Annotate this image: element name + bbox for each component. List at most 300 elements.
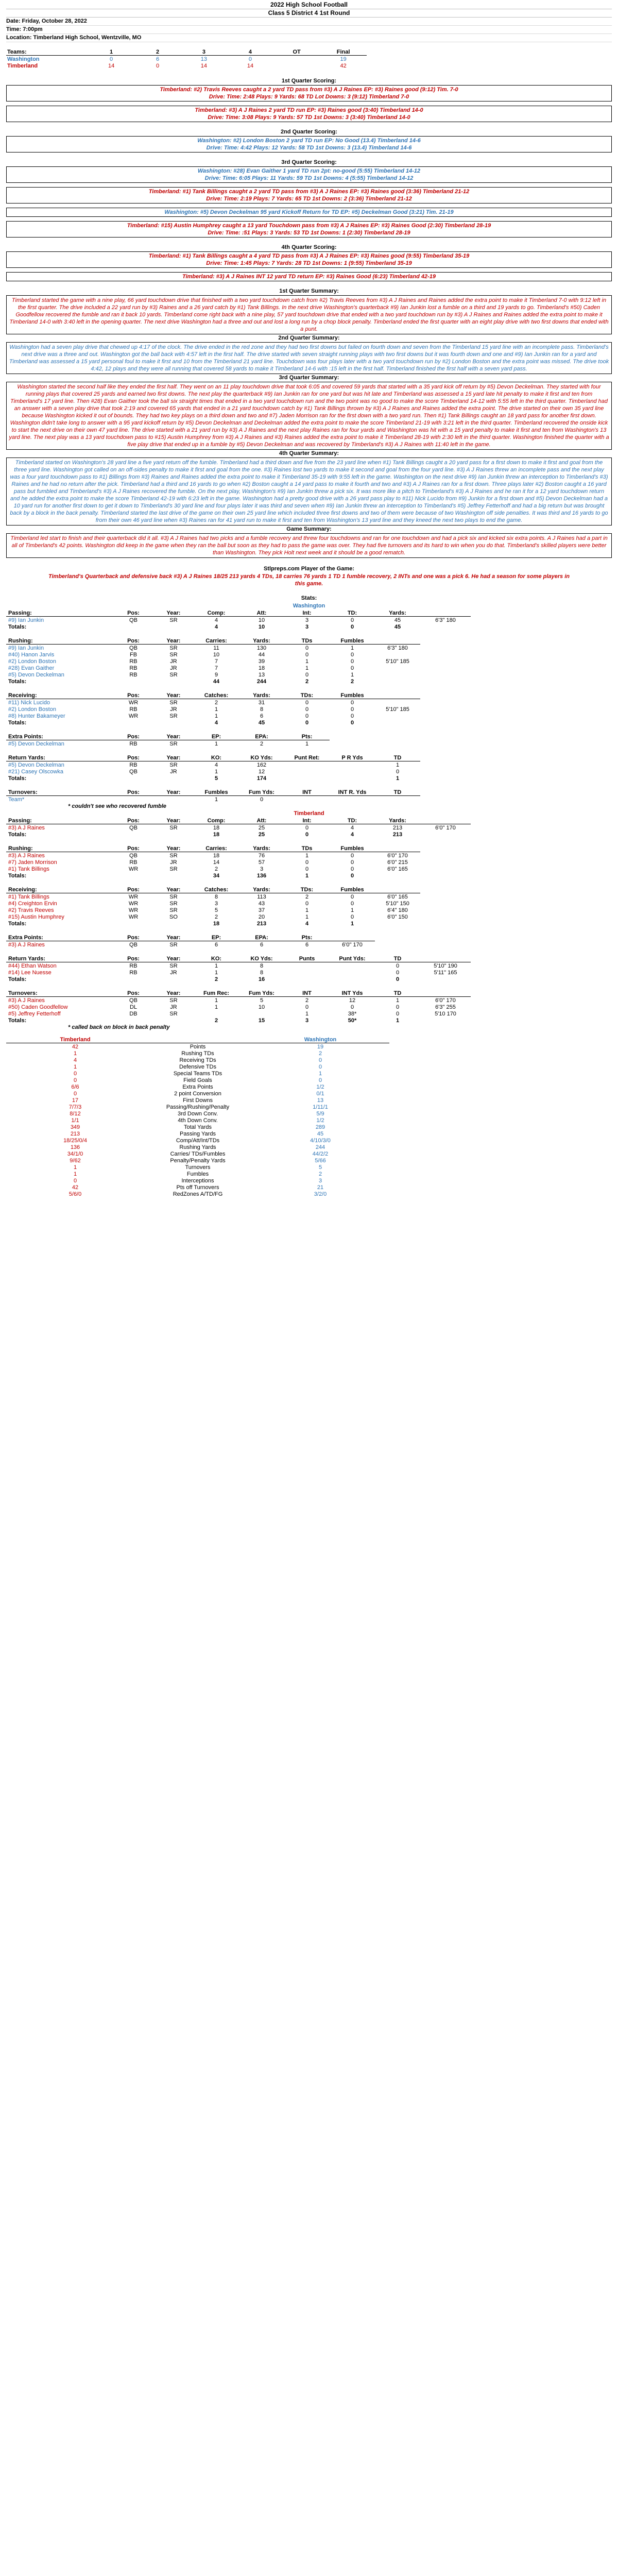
comparison-stat-value: 5/9	[316, 1110, 324, 1117]
scoring-play	[6, 106, 612, 122]
stat-cell: 244	[256, 678, 267, 685]
stat-cell: 1	[305, 872, 309, 879]
stat-cell: 76	[258, 852, 265, 859]
stat-cell: 1	[305, 658, 309, 665]
stat-row	[6, 893, 420, 901]
stat-cell: Pos:	[113, 934, 153, 941]
stat-cell: FB	[129, 651, 138, 658]
stat-cell: 0	[350, 872, 354, 879]
stat-cell: Pos:	[113, 990, 153, 997]
stat-cell: 0	[305, 671, 309, 678]
stat-cell: 57	[258, 859, 265, 866]
comparison-stat-label: Pts off Turnovers	[176, 1184, 219, 1191]
stat-cell: 2	[214, 976, 218, 982]
comparison-stat-value: 0	[73, 1177, 77, 1184]
game-summary-title: Game Summary:	[286, 526, 332, 532]
stat-cell	[113, 719, 153, 726]
comparison-row	[6, 1090, 389, 1097]
stat-cell: 6	[260, 941, 264, 948]
stat-cell: WR	[128, 866, 139, 872]
comparison-row	[6, 1050, 389, 1057]
comparison-stat-value: 1/2	[316, 1117, 324, 1124]
stat-cell	[375, 651, 420, 658]
stat-cell: Fumbles	[194, 789, 239, 796]
stat-cell: 0	[305, 831, 309, 838]
stat-cell: SR	[169, 893, 178, 900]
comparison-row	[6, 1171, 389, 1177]
stat-cell: 5'10" 185	[386, 658, 409, 665]
report-title: 2022 High School Football	[6, 1, 612, 9]
stat-cell: 0	[350, 1004, 354, 1010]
comparison-stat-value: 3/2/0	[314, 1191, 327, 1197]
stat-cell: 6'0" 165	[387, 893, 408, 900]
stat-cell: #3) A J Raines	[8, 997, 45, 1004]
stat-cell: 2	[260, 740, 264, 747]
stat-cell: Pos:	[113, 789, 153, 796]
stat-cell: Fum Yds:	[239, 789, 284, 796]
stat-cell: Yards:	[239, 692, 284, 699]
stat-cell: #40) Hanon Jarvis	[8, 651, 55, 658]
stat-cell: 136	[256, 872, 267, 879]
stat-row	[6, 824, 471, 832]
comparison-stat-label: Defensive TDs	[179, 1063, 216, 1070]
stat-cell: 0	[350, 623, 354, 630]
stat-cell: Att:	[239, 817, 284, 824]
stat-cell: 3	[305, 623, 309, 630]
comparison-stat-value: 0	[73, 1077, 77, 1083]
stat-cell	[284, 969, 330, 976]
stat-cell: 5'10" 150	[386, 900, 409, 907]
comparison-stat-value: 34/1/0	[67, 1150, 83, 1157]
comparison-row	[6, 1144, 389, 1150]
q3-summary-title: 3rd Quarter Summary:	[279, 375, 339, 381]
stat-cell: 43	[258, 900, 265, 907]
comparison-stat-label: Interceptions	[181, 1177, 214, 1184]
comparison-row	[6, 1164, 389, 1171]
stat-cell: 1	[396, 761, 400, 768]
stat-cell: Year:	[153, 845, 194, 852]
stat-cell: 44	[213, 678, 220, 685]
stat-cell: 1	[350, 645, 354, 651]
stat-cell: SO	[169, 913, 178, 920]
stat-cell: Carries:	[194, 845, 239, 852]
stat-cell: EPA:	[239, 733, 284, 740]
stat-cell: Team*	[8, 796, 25, 803]
washington-receiving-table	[6, 692, 420, 726]
stat-row	[6, 852, 420, 859]
stat-cell: WR	[128, 913, 139, 920]
stat-cell: Year:	[153, 609, 194, 617]
comparison-stat-value: 136	[70, 1144, 80, 1150]
comparison-stat-value: 42	[72, 1184, 79, 1191]
stat-cell: Totals:	[8, 831, 27, 838]
stat-cell: Year:	[153, 733, 194, 740]
stat-cell: TD	[375, 754, 420, 761]
stat-cell	[113, 920, 153, 927]
stat-cell: 0	[305, 651, 309, 658]
comparison-stat-label: Receiving TDs	[179, 1057, 216, 1063]
comparison-stat-label: Penalty/Penalty Yards	[170, 1157, 226, 1164]
stat-row	[6, 699, 420, 706]
stat-cell: Pos:	[113, 637, 153, 645]
stat-cell: 0	[350, 859, 354, 866]
stat-cell: 6	[214, 941, 218, 948]
comparison-row	[6, 1097, 389, 1104]
stat-cell: 1	[305, 913, 309, 920]
stat-cell: 31	[258, 699, 265, 706]
stat-cell: Pos:	[113, 845, 153, 852]
stat-cell: 1	[214, 768, 218, 775]
score-header-cell: 4	[248, 48, 252, 55]
stat-cell: TD:	[330, 817, 375, 824]
stat-cell: 1	[305, 740, 309, 747]
stat-cell: RB	[129, 706, 138, 713]
stat-total-row	[6, 678, 420, 685]
stat-cell	[330, 796, 375, 803]
stat-cell: 2	[350, 678, 354, 685]
timberland-rushing-table	[6, 845, 420, 879]
stat-cell: 34	[213, 872, 220, 879]
stat-cell	[375, 678, 420, 685]
stat-cell: 1	[305, 852, 309, 859]
stat-cell: 45	[394, 617, 401, 623]
stat-cell: 8	[260, 969, 264, 976]
score-header-cell: 3	[202, 48, 205, 55]
stat-cell: 0	[305, 713, 309, 719]
stat-cell: 39	[258, 658, 265, 665]
stat-cell: 10	[258, 623, 265, 630]
timberland-receiving-table	[6, 886, 420, 927]
comparison-stat-value: 4	[73, 1057, 77, 1063]
stat-cell: KO:	[194, 955, 239, 962]
stat-row	[6, 969, 471, 976]
stat-cell: Passing:	[6, 817, 113, 824]
stat-cell: QB	[129, 645, 138, 651]
stat-cell: 0	[350, 706, 354, 713]
stat-cell: #15) Austin Humphrey	[8, 913, 64, 920]
stat-cell: TD:	[330, 609, 375, 617]
q3-summary-text: Washington started the second half like they ended the first half. They went on an 11 play touchdown drive that took 6:05 and covered 59 yards that started with a 35 yard kick off return by #5) Devon Deckelman. They started with four running plays that covered 25 yards and earned two first downs. The next play the quarterback #9) Ian Junkin ran for one yard but was hit late and Timberland was assessed a 15 yard late hit penalty to make it first and ten from Timberland's 17 yard line. Then #28) Evan Gaither took the ball six straight times that ended in a two yard touchdown run and the two point was no good to make the score Timberland 14-12 with 5:55 left in the third quarter. Timberland had an answer with a seven play drive that took 2:19 and covered 65 yards that ended in a 21 yard touchdown catch by #1) Tank Billings thrown by #3) A J Raines and Raines added the extra point. The drive started on their own 35 yard line because Washington kicked it out of bounds. They had two key plays on a third down and two and #7) Jaden Morrison ran for the first down with a two yard run. Then #1) Tank Billings caught an 18 yard pass for another first down. Washington didn't take long to answer with a 95 yard kickoff return by #5) Devon Deckelman and Deckelman added the extra point to make the score Timberland 21-19 with 3:21 left in the third quarter. Timberland recovered the onside kick to start the next drive on their own 47 yard line. The drive started with a 21 yard run by #3) A J Raines and the next play Raines ran for four yards and Washington was hit with a 15 yard penalty to make it first and ten from Washington's 13 yard line. The next play was a 13 yard touchdown pass to #15) Austin Humphrey from #3) A J Raines and #3) Raines added the extra point to make it Timberland 28-19 with 2:30 left in the third quarter. Washington finished the quarter with a five play drive that ended up in a fumble by #5) Devon Deckelman and was recovered by Timberland's #3) A J Raines with 11:40 left in the game.	[6, 382, 612, 450]
stat-cell: DL	[129, 1004, 138, 1010]
comparison-stat-value: 1	[73, 1164, 77, 1171]
stat-cell: 1	[214, 740, 218, 747]
comparison-stat-label: Passing Yards	[180, 1130, 216, 1137]
stat-cell: TDs:	[284, 886, 330, 893]
stat-cell: 0	[396, 962, 400, 969]
comparison-header-row	[6, 1036, 389, 1043]
stat-cell: Year:	[153, 789, 194, 796]
comparison-stat-label: Rushing TDs	[181, 1050, 214, 1057]
comparison-row	[6, 1117, 389, 1124]
q4-summary-text: Timberland started on Washington's 28 yard line a five yard return off the fumble. Timberland had a third down and five from the 23 yard line when #1) Tank Billings caught a 20 yard pass for a first down to make it first and goal from the three yard line. Washington got called on an off-sides penalty to make it first and goal from the one. #3) Raines lost two yards to make it second and goal from the four yard line. #3) A J Raines threw an incomplete pass and the next play was a four yard touchdown pass to #1) Billings from #3) Raines and Raines added the extra point to make it Timberland 35-19 with 9:55 left in the game. Washington on the next drive #9) Ian Junkin threw an interception to Timberland's #3) Raines and he had no return after the pick. Timberland had a third and 16 yards to go when #2) Boston caught a 14 yard pass to make it fourth and two and #3) A J Raines ran for a first down. Three plays later #2) Boston caught a 16 yard pass but fumbled and Timberland's #3) A J Raines recovered the fumble. On the next play, Washington's #9) Ian Junkin threw a pick six. It was more like a pitch to Timberland's #3) A J Raines and he ran it for a 12 yard touchdown return and he added the extra point to make the score Timberland 42-19 with 6:23 left in the game. Washington had a pretty good drive with a 26 yard pass play to #11) Nick Lucido from #9) Junkin for a first down and #5) Devon Deckelman had a 10 yard run for another first down to get it down to Timberland's 30 yard line and four plays later it was third and seven when #9) Ian Junkin threw an interception to Timberland's #5) Jeffrey Fetterhoff and had a big return but was brought back by a block in the back penalty. Timberland started the last drive of the game on their own 25 yard line which included three first downs and two of them were because of two Washington off side penalties. It was third and 16 yards to go from their own 46 yard line when #3) Raines ran for 41 yard run to make it first and ten from Washington's 13 yard line and they kneed the next two plays to end the game.	[6, 457, 612, 526]
stat-cell: WR	[128, 699, 139, 706]
stat-cell: 6	[260, 713, 264, 719]
stat-cell	[420, 976, 471, 982]
stat-cell: 0	[350, 866, 354, 872]
stat-row	[6, 941, 375, 948]
team-comparison-table	[6, 1036, 389, 1197]
stat-row	[6, 913, 420, 920]
scoring-play-text: Timberland: #1) Tank Billings caught a 4 yard TD pass from #3) A J Raines EP: #3) Raines good (9:55) Timberland 35-19	[148, 253, 470, 259]
comparison-stat-value: 45	[317, 1130, 324, 1137]
stat-total-row	[6, 719, 420, 726]
stat-cell: 1	[350, 920, 354, 927]
stat-cell: Totals:	[8, 719, 27, 726]
stat-cell	[153, 920, 194, 927]
stat-cell: 0	[350, 852, 354, 859]
stat-row	[6, 617, 471, 624]
q4-scoring-title: 4th Quarter Scoring:	[281, 244, 337, 250]
stat-cell	[375, 713, 420, 719]
comparison-stat-value: 7/7/3	[68, 1104, 82, 1110]
stat-cell	[375, 920, 420, 927]
stat-cell: #44) Ethan Watson	[8, 962, 57, 969]
stat-cell: SR	[169, 900, 178, 907]
stat-cell: 1	[305, 1010, 309, 1017]
comparison-stat-value: 244	[315, 1144, 325, 1150]
stat-cell: TDs	[284, 845, 330, 852]
scoring-drive-text: Drive: Time: 3:08 Plays: 9 Yards: 57 TD 1st Downs: 3 (3:40) Timberland 14-0	[208, 114, 410, 121]
washington-stats-heading: Washington	[293, 603, 325, 609]
washington-turnovers-table	[6, 789, 420, 803]
stat-cell: 38*	[348, 1010, 357, 1017]
comparison-stat-value: 42	[72, 1043, 79, 1050]
stat-cell: 4	[350, 824, 354, 831]
stat-cell: Totals:	[8, 775, 27, 782]
stat-cell: Totals:	[8, 872, 27, 879]
comparison-row	[6, 1137, 389, 1144]
stat-cell: 12	[349, 997, 356, 1004]
stat-cell: 1	[214, 796, 218, 803]
score-row-timberland	[6, 62, 367, 69]
stat-cell: TD	[375, 955, 420, 962]
score-header-cell: 2	[156, 48, 160, 55]
stat-row	[6, 706, 420, 713]
stat-cell: EP:	[194, 733, 239, 740]
stat-cell: JR	[170, 768, 177, 775]
stat-cell: 7	[214, 658, 218, 665]
timberland-stats-heading: Timberland	[294, 810, 324, 817]
stat-cell: TD	[375, 990, 420, 997]
comparison-row	[6, 1057, 389, 1063]
stat-row	[6, 796, 420, 803]
stat-cell: 18	[213, 831, 220, 838]
comparison-stat-value: 1/1	[71, 1117, 79, 1124]
stat-cell: Turnovers:	[6, 789, 113, 796]
score-final: 42	[340, 62, 347, 69]
stat-cell: 3	[214, 900, 218, 907]
comparison-stat-value: 1/11/1	[313, 1104, 328, 1110]
stat-row	[6, 761, 420, 769]
comparison-row	[6, 1083, 389, 1090]
stat-cell: Return Yards:	[6, 955, 113, 962]
comparison-stat-value: 1	[73, 1063, 77, 1070]
stat-cell: 4	[350, 831, 354, 838]
stat-cell: #5) Devon Deckelman	[8, 671, 64, 678]
report-subtitle: Class 5 District 4 1st Round	[6, 9, 612, 18]
game-time: Time: 7:00pm	[6, 26, 612, 34]
stat-cell: 0	[396, 768, 400, 775]
stat-cell: TDs	[284, 637, 330, 645]
stat-cell: #3) A J Raines	[8, 941, 45, 948]
stat-cell: SR	[169, 761, 178, 768]
stat-cell: 0	[350, 719, 354, 726]
stat-cell	[153, 719, 194, 726]
stat-cell: INT Yds	[330, 990, 375, 997]
stat-cell: 4	[214, 623, 218, 630]
stat-row	[6, 859, 420, 866]
score-q4: 14	[247, 62, 254, 69]
stat-cell: Receiving:	[6, 886, 113, 893]
scoring-play	[6, 187, 612, 204]
stat-cell: SR	[169, 1010, 178, 1017]
comparison-row	[6, 1043, 389, 1050]
stat-cell: 162	[256, 761, 267, 768]
stat-cell: #28) Evan Gaither	[8, 665, 55, 671]
score-ot	[273, 62, 320, 69]
comparison-row	[6, 1177, 389, 1184]
stat-cell: Passing:	[6, 609, 113, 617]
q3-scoring-title: 3rd Quarter Scoring:	[281, 159, 337, 165]
comparison-stat-label: Comp/Att/Int/TDs	[176, 1137, 220, 1144]
comparison-row	[6, 1150, 389, 1157]
stat-cell: 5	[214, 907, 218, 913]
scoring-play-text: Washington: #5) Devon Deckelman 95 yard Kickoff Return for TD EP: #5) Deckelman Good (3:21) Tim. 21-19	[164, 209, 454, 215]
scoring-play	[6, 221, 612, 238]
stat-cell: Totals:	[8, 678, 27, 685]
stat-cell	[375, 845, 420, 852]
stat-cell: JR	[170, 658, 177, 665]
stat-cell: RB	[129, 665, 138, 671]
stat-cell: 45	[258, 719, 265, 726]
stat-cell: #50) Caden Goodfellow	[8, 1004, 68, 1010]
stat-cell: Yards:	[239, 845, 284, 852]
comparison-stat-label: First Downs	[182, 1097, 213, 1104]
stat-cell: Punts	[284, 955, 330, 962]
stat-cell: Comp:	[194, 817, 239, 824]
stat-cell: 5	[214, 775, 218, 782]
stat-cell: Fumbles	[330, 886, 375, 893]
potg-title: Stlpreps.com Player of the Game:	[263, 566, 355, 572]
comparison-stat-value: 18/25/0/4	[63, 1137, 87, 1144]
score-row-washington	[6, 56, 367, 63]
stat-cell: 44	[258, 651, 265, 658]
stat-cell	[113, 831, 153, 838]
stat-cell: 18	[213, 852, 220, 859]
stat-cell	[375, 671, 420, 678]
comparison-stat-label: 3rd Down Conv.	[177, 1110, 218, 1117]
stat-cell: 6'4" 180	[387, 907, 408, 913]
stat-cell: QB	[129, 768, 138, 775]
stat-total-row	[6, 976, 471, 982]
stat-cell: SR	[169, 740, 178, 747]
stat-total-row	[6, 920, 420, 927]
comparison-stat-value: 8/12	[70, 1110, 81, 1117]
stat-cell	[284, 796, 330, 803]
timberland-turnovers-table	[6, 990, 471, 1024]
stat-cell: QB	[129, 997, 138, 1004]
stat-cell: 113	[257, 893, 266, 900]
score-q2: 0	[156, 62, 160, 69]
stat-cell: 1	[214, 706, 218, 713]
stat-cell: 213	[392, 831, 403, 838]
stat-cell: 0	[396, 1010, 400, 1017]
stat-cell: Totals:	[8, 623, 27, 630]
stat-total-row	[6, 872, 420, 879]
comparison-stat-label: Carries/ TDs/Fumbles	[170, 1150, 226, 1157]
stat-cell: Rushing:	[6, 845, 113, 852]
stat-cell: SR	[169, 962, 178, 969]
stat-cell: 6'0" 170	[387, 852, 408, 859]
scoring-play-text: Timberland: #15) Austin Humphrey caught a 13 yard Touchdown pass from #3) A J Raines EP: #3) Raines Good (2:30) Timberland 28-19	[127, 223, 491, 229]
stat-cell	[330, 976, 375, 982]
stat-cell: 1	[305, 907, 309, 913]
stat-cell: Int:	[284, 609, 330, 617]
stat-cell: #7) Jaden Morrison	[8, 859, 57, 866]
comparison-stat-value: 2	[318, 1171, 322, 1177]
stat-cell	[330, 775, 375, 782]
stat-cell: Year:	[153, 637, 194, 645]
stat-cell: Year:	[153, 990, 194, 997]
stat-cell	[420, 817, 471, 824]
score-header-cell: OT	[293, 48, 301, 55]
stat-cell: 0	[305, 859, 309, 866]
q1-scoring-title: 1st Quarter Scoring:	[281, 78, 337, 84]
stat-cell: WR	[128, 907, 139, 913]
stat-cell: 174	[256, 775, 267, 782]
comparison-stat-label: Points	[190, 1043, 206, 1050]
stat-header-row	[6, 789, 420, 796]
stat-cell	[113, 678, 153, 685]
stat-cell: 6'0" 165	[387, 866, 408, 872]
stat-cell: 8	[214, 893, 218, 900]
stat-cell: 6'0" 170	[435, 997, 456, 1004]
stat-cell	[420, 990, 471, 997]
stat-cell: 0	[305, 824, 309, 831]
stat-cell: TDs:	[284, 692, 330, 699]
stat-cell: #5) Jeffrey Fetterhoff	[8, 1010, 61, 1017]
stat-cell: Yards:	[375, 817, 420, 824]
stat-header-row	[6, 990, 471, 997]
stat-cell: 0	[350, 913, 354, 920]
stat-cell: 1	[214, 997, 218, 1004]
stat-cell: TD	[375, 789, 420, 796]
comparison-stat-value: 289	[315, 1124, 325, 1130]
comparison-stat-value: 19	[317, 1043, 324, 1050]
stat-cell: 0	[305, 866, 309, 872]
timberland-passing-table	[6, 817, 471, 838]
stat-cell: Year:	[153, 817, 194, 824]
stat-cell: #3) A J Raines	[8, 852, 45, 859]
stat-cell: Carries:	[194, 637, 239, 645]
potg-text: Timberland's Quarterback and defensive back #3) A J Raines 18/25 213 yards 4 TDs, 18 carries 76 yards 1 TD 1 fumble recovery, 2 INTs and one was a pick 6. He had a season for some players in this game.	[48, 573, 570, 587]
stat-cell: 3	[260, 866, 264, 872]
comparison-stat-value: 5/6/0	[68, 1191, 82, 1197]
stat-cell: Catches:	[194, 692, 239, 699]
team-name: Washington	[7, 56, 40, 62]
stat-cell: 6'0" 170	[435, 824, 456, 831]
comparison-row	[6, 1077, 389, 1083]
comparison-row	[6, 1070, 389, 1077]
stat-cell: 0	[260, 796, 264, 803]
stat-cell: Fumbles	[330, 637, 375, 645]
stat-cell: 25	[258, 824, 265, 831]
stat-cell: Turnovers:	[6, 990, 113, 997]
stat-cell	[113, 775, 153, 782]
stat-cell	[330, 969, 375, 976]
stat-cell: 0	[350, 900, 354, 907]
stat-cell	[330, 761, 375, 769]
